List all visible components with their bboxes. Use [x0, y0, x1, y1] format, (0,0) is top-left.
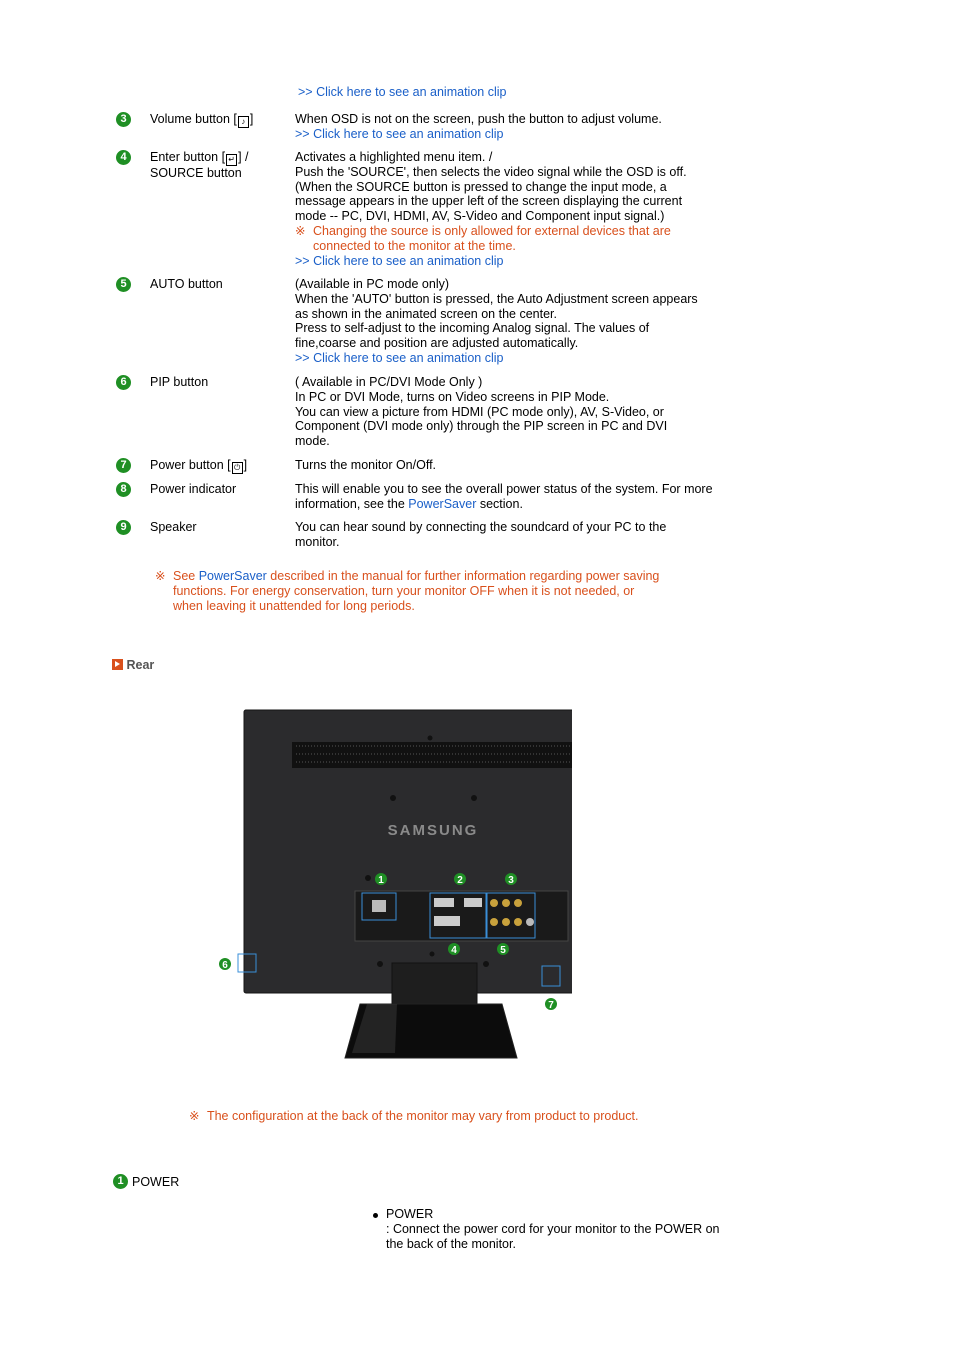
bullet-title: POWER — [386, 1207, 434, 1221]
speaker-label: Speaker — [150, 520, 197, 534]
item-number-badge: 6 — [116, 375, 131, 390]
note-mark-icon: ※ — [295, 223, 306, 238]
description-line: In PC or DVI Mode, turns on Video screens in PIP Mode. — [295, 389, 610, 404]
section-arrow-icon — [112, 659, 123, 670]
note-line: Changing the source is only allowed for external devices that are — [313, 223, 671, 238]
speaker-icon: ♪ — [238, 116, 249, 128]
power-section-badge: 1 — [113, 1174, 128, 1189]
note-line: functions. For energy conservation, turn your monitor OFF when it is not needed, or — [173, 583, 635, 598]
configuration-note-text: The configuration at the back of the monitor may vary from product to product. — [206, 1109, 639, 1123]
powersaver-link[interactable]: PowerSaver — [198, 569, 267, 583]
powersaver-link[interactable]: PowerSaver — [408, 496, 477, 511]
description-line: You can view a picture from HDMI (PC mode only), AV, S-Video, or — [295, 404, 664, 419]
description-line: When OSD is not on the screen, push the button to adjust volume. — [295, 112, 662, 126]
volume-button-label — [150, 112, 253, 128]
description-line: as shown in the animated screen on the center. — [295, 306, 557, 321]
enter-button-description — [295, 150, 687, 268]
item-number-badge: 4 — [116, 150, 131, 165]
power-bullet-item — [386, 1207, 719, 1251]
callout-2: 2 — [457, 875, 463, 886]
description-line: mode -- PC, DVI, HDMI, AV, S-Video and Component input signal.) — [295, 209, 665, 224]
item-number-badge: 5 — [116, 277, 131, 292]
label-text-line2: SOURCE button — [150, 166, 242, 180]
item-number-badge: 3 — [116, 112, 131, 127]
power-icon: ⏻ — [232, 462, 243, 474]
callout-6: 6 — [222, 960, 228, 971]
item-number-badge: 7 — [116, 458, 131, 473]
animation-link-top[interactable]: >> Click here to see an animation clip — [298, 85, 507, 99]
description-line: (When the SOURCE button is pressed to change the input mode, a — [295, 179, 667, 194]
callout-4: 4 — [451, 945, 457, 956]
power-indicator-label: Power indicator — [150, 482, 237, 496]
description-line: You can hear sound by connecting the soundcard of your PC to the — [295, 520, 667, 534]
description-text: section. — [476, 496, 523, 511]
animation-link[interactable]: >> Click here to see an animation clip — [295, 253, 504, 268]
note-mark-icon: ※ — [189, 1109, 200, 1123]
description-line: fine,coarse and position are adjusted automatically. — [295, 336, 579, 351]
note-line: when leaving it unattended for long periods. — [173, 598, 415, 613]
label-text-after: ] — [243, 458, 248, 472]
callout-7: 7 — [548, 1000, 554, 1011]
speaker-description — [295, 520, 666, 550]
pip-button-description — [295, 375, 667, 449]
animation-link[interactable]: >> Click here to see an animation clip — [295, 350, 504, 365]
label-text-after: ] / — [238, 150, 249, 164]
description-line: ( Available in PC/DVI Mode Only ) — [295, 375, 483, 389]
source-note — [295, 224, 687, 254]
samsung-logo: SAMSUNG — [387, 822, 479, 839]
enter-button-label — [150, 150, 248, 181]
bullet-icon — [373, 1213, 378, 1218]
description-line: When the 'AUTO' button is pressed, the Auto Adjustment screen appears — [295, 291, 698, 306]
callout-1: 1 — [378, 875, 384, 886]
auto-button-description — [295, 277, 698, 366]
callout-5: 5 — [500, 945, 506, 956]
configuration-note — [189, 1108, 638, 1123]
pip-button-label: PIP button — [150, 375, 209, 389]
animation-link[interactable]: >> Click here to see an animation clip — [295, 126, 504, 141]
description-line: (Available in PC mode only) — [295, 277, 450, 291]
volume-button-description — [295, 112, 662, 142]
description-line: message appears in the upper left of the screen displaying the current — [295, 194, 683, 209]
enter-icon: ↵ — [226, 154, 237, 166]
bullet-text: : Connect the power cord for your monitor to the POWER on — [386, 1221, 720, 1236]
auto-button-label: AUTO button — [150, 277, 223, 291]
description-line: mode. — [295, 434, 330, 449]
note-line: connected to the monitor at the time. — [313, 238, 516, 253]
description-line: This will enable you to see the overall power status of the system. For more — [295, 482, 713, 496]
rear-heading-text: Rear — [126, 658, 155, 672]
power-button-label — [150, 458, 247, 474]
power-section-title: POWER — [132, 1175, 180, 1189]
note-mark-icon: ※ — [155, 569, 166, 583]
label-text: Power button [ — [150, 458, 231, 472]
description-line: Push the 'SOURCE', then selects the video signal while the OSD is off. — [295, 164, 687, 179]
item-number-badge: 9 — [116, 520, 131, 535]
monitor-rear-image — [212, 708, 572, 1064]
power-saving-note — [155, 569, 659, 613]
description-line: Turns the monitor On/Off. — [295, 458, 437, 472]
label-text: Volume button [ — [150, 112, 237, 126]
power-button-description — [295, 458, 436, 473]
bullet-text: the back of the monitor. — [386, 1236, 516, 1251]
description-line: Activates a highlighted menu item. / — [295, 150, 493, 164]
note-text: described in the manual for further information regarding power saving — [266, 569, 660, 583]
callout-3: 3 — [508, 875, 514, 886]
label-text: Enter button [ — [150, 150, 226, 164]
description-text: information, see the — [295, 496, 409, 511]
rear-heading — [112, 658, 154, 672]
description-line: Press to self-adjust to the incoming Analog signal. The values of — [295, 321, 650, 336]
power-indicator-description — [295, 482, 713, 512]
item-number-badge: 8 — [116, 482, 131, 497]
description-line: Component (DVI mode only) through the PIP screen in PC and DVI — [295, 419, 668, 434]
note-text: See — [173, 569, 199, 583]
label-text-after: ] — [249, 112, 254, 126]
description-line: monitor. — [295, 534, 340, 549]
